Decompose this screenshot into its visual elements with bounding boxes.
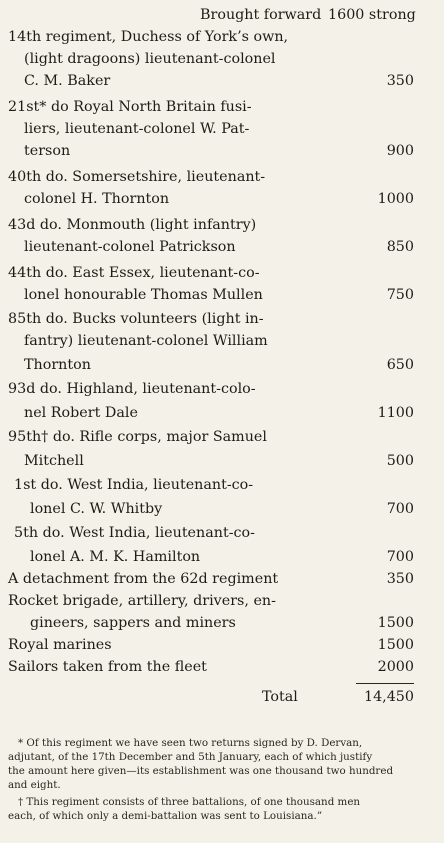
list-item-line: fantry) lieutenant-colonel William — [24, 333, 268, 349]
list-item-line: lonel honourable Thomas Mullen 750 — [0, 284, 444, 306]
strength-value: 750 — [386, 287, 414, 303]
strength-value: 900 — [386, 143, 414, 159]
strength-value: 1000 — [377, 191, 414, 207]
strength-value: 500 — [386, 453, 414, 469]
list-item-line: 14th regiment, Duchess of York’s own, — [8, 29, 289, 45]
list-item-line: liers, lieutenant-colonel W. Pat- — [24, 121, 250, 137]
strength-value: 2000 — [377, 659, 414, 675]
strength-value: 350 — [386, 571, 414, 587]
strength-value: 700 — [386, 501, 414, 517]
list-item-line: 40th do. Somersetshire, lieutenant- — [8, 169, 266, 185]
total-value: 14,450 — [363, 689, 414, 705]
total-label: Total — [262, 689, 298, 705]
footnote-asterisk: * Of this regiment we have seen two returns signed by D. Dervan, adjutant, of the 17th December and 5th January, each of which justify the amount here given—its establishment was one thousand two hundred and eight. — [8, 737, 394, 791]
footnote-dagger: † This regiment consists of three battalions, of one thousand men each, of which only a demi-battalion was sent to Louisiana.” — [8, 796, 361, 822]
list-item-line: Royal marines 1500 — [0, 634, 444, 656]
list-item-line: lieutenant-colonel Patrickson 850 — [0, 236, 444, 258]
brought-forward-row — [0, 4, 444, 26]
strength-value: 700 — [386, 549, 414, 565]
list-item-line: Mitchell 500 — [0, 450, 444, 472]
list-item-line: 85th do. Bucks volunteers (light in- — [8, 311, 264, 327]
strength-value: 1500 — [377, 637, 414, 653]
brought-forward-label: Brought forward — [200, 7, 322, 23]
list-item-line: (light dragoons) lieutenant-colonel — [24, 51, 276, 67]
strength-value: 650 — [386, 357, 414, 373]
list-item-line: colonel H. Thornton 1000 — [0, 188, 444, 210]
strength-value: 850 — [386, 239, 414, 255]
list-item-line: A detachment from the 62d regiment 350 — [0, 568, 444, 590]
list-item-line: gineers, sappers and miners 1500 — [0, 612, 444, 634]
list-item-line: 43d do. Monmouth (light infantry) — [8, 217, 257, 233]
total-rule — [356, 683, 414, 684]
list-item-line: Sailors taken from the fleet 2000 — [0, 656, 444, 678]
strength-value: 1100 — [377, 405, 414, 421]
list-item-line: 95th† do. Rifle corps, major Samuel — [8, 429, 267, 445]
list-item-line: 21st* do Royal North Britain fusi- — [8, 99, 252, 115]
list-item-line: lonel A. M. K. Hamilton 700 — [0, 546, 444, 568]
strength-value: 1500 — [377, 615, 414, 631]
total-row — [0, 686, 444, 708]
brought-forward-value: 1600 strong — [328, 7, 416, 23]
list-item-line: 44th do. East Essex, lieutenant-co- — [8, 265, 260, 281]
list-item-line: 1st do. West India, lieutenant-co- — [14, 477, 254, 493]
list-item-line: Thornton 650 — [0, 354, 444, 376]
list-item-line: 5th do. West India, lieutenant-co- — [14, 525, 255, 541]
list-item-line: nel Robert Dale 1100 — [0, 402, 444, 424]
list-item-line: Rocket brigade, artillery, drivers, en- — [8, 593, 276, 609]
list-item-line: terson 900 — [0, 140, 444, 162]
list-item-line: C. M. Baker 350 — [0, 70, 444, 92]
list-item-line: 93d do. Highland, lieutenant-colo- — [8, 381, 256, 397]
strength-value: 350 — [386, 73, 414, 89]
list-item-line: lonel C. W. Whitby 700 — [0, 498, 444, 520]
